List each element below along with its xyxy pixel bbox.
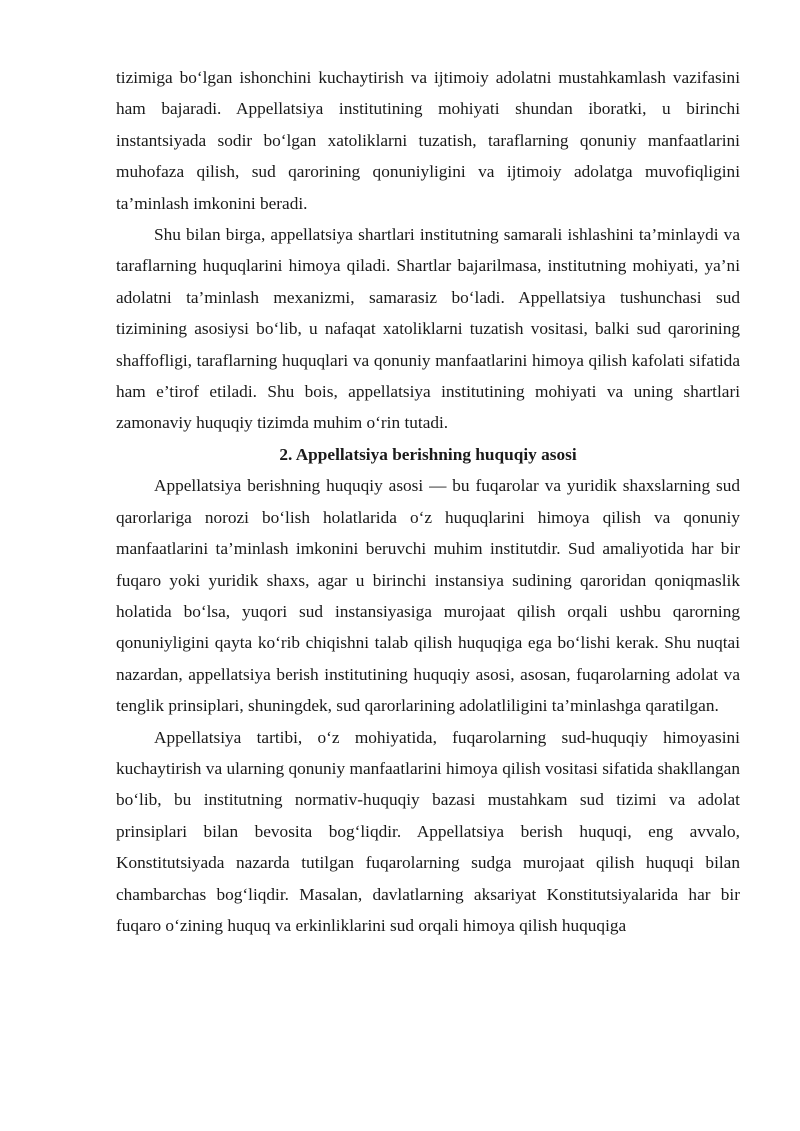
paragraph-3: Appellatsiya berishning huquqiy asosi — bu fuqarolar va yuridik shaxslarning sud qarorlariga norozi bo‘lish holatlarida o‘z huquqlarini himoya qilish va qonuniy manfaatlarini ta’minlash imkonini beruvchi muhim institutdir. Sud amaliyotida har bir fuqaro yoki yuridik shaxs, agar u birinchi instansiya sudining qaroridan qoniqmaslik holatida bo‘lsa, yuqori sud instansiyasiga murojaat qilish orqali ushbu qarorning qonuniyligini qayta ko‘rib chiqishni talab qilish huquqiga ega bo‘lishi kerak. Shu nuqtai nazardan, appellatsiya berish institutining huquqiy asosi, asosan, fuqarolarning adolat va tenglik prinsiplari, shuningdek, sud qarorlarining adolatliligini ta’minlashga qaratilgan.: [116, 476, 740, 716]
document-page: [116, 62, 740, 941]
paragraph-4: Appellatsiya tartibi, o‘z mohiyatida, fuqarolarning sud-huquqiy himoyasini kuchaytirish va ularning qonuniy manfaatlarini himoya qilish vositasi sifatida shakllangan bo‘lib, bu institutning normativ-huquqiy bazasi mustahkam sud tizimi va adolat prinsiplari bilan bevosita bog‘liqdir. Appellatsiya berish huquqi, eng avvalo, Konstitutsiyada nazarda tutilgan fuqarolarning sudga murojaat qilish huquqi bilan chambarchas bog‘liqdir. Masalan, davlatlarning aksariyat Konstitutsiyalarida har bir fuqaro o‘zining huquq va erkinliklarini sud orqali himoya qilish huquqiga: [116, 727, 740, 935]
paragraph-2: Shu bilan birga, appellatsiya shartlari institutning samarali ishlashini ta’minlaydi va taraflarning huquqlarini himoya qiladi. Shartlar bajarilmasa, institutning mohiyati, ya’ni adolatni ta’minlash mexanizmi, samarasiz bo‘ladi. Appellatsiya tushunchasi sud tizimining asosiysi bo‘lib, u nafaqat xatoliklarni tuzatish vositasi, balki sud qarorining shaffofligi, taraflarning huquqlari va qonuniy manfaatlarini himoya qilish kafolati sifatida ham e’tirof etiladi. Shu bois, appellatsiya institutining mohiyati va uning shartlari zamonaviy huquqiy tizimda muhim o‘rin tutadi.: [116, 225, 740, 433]
section-heading: 2. Appellatsiya berishning huquqiy asosi: [279, 444, 577, 464]
paragraph-1: tizimiga bo‘lgan ishonchini kuchaytirish va ijtimoiy adolatni mustahkamlash vazifasini ham bajaradi. Appellatsiya institutining mohiyati shundan iboratki, u birinchi instantsiyada sodir bo‘lgan xatoliklarni tuzatish, taraflarning qonuniy manfaatlarini muhofaza qilish, sud qarorining qonuniyligini va ijtimoiy adolatga muvofiqligini ta’minlash imkonini beradi.: [116, 68, 740, 213]
